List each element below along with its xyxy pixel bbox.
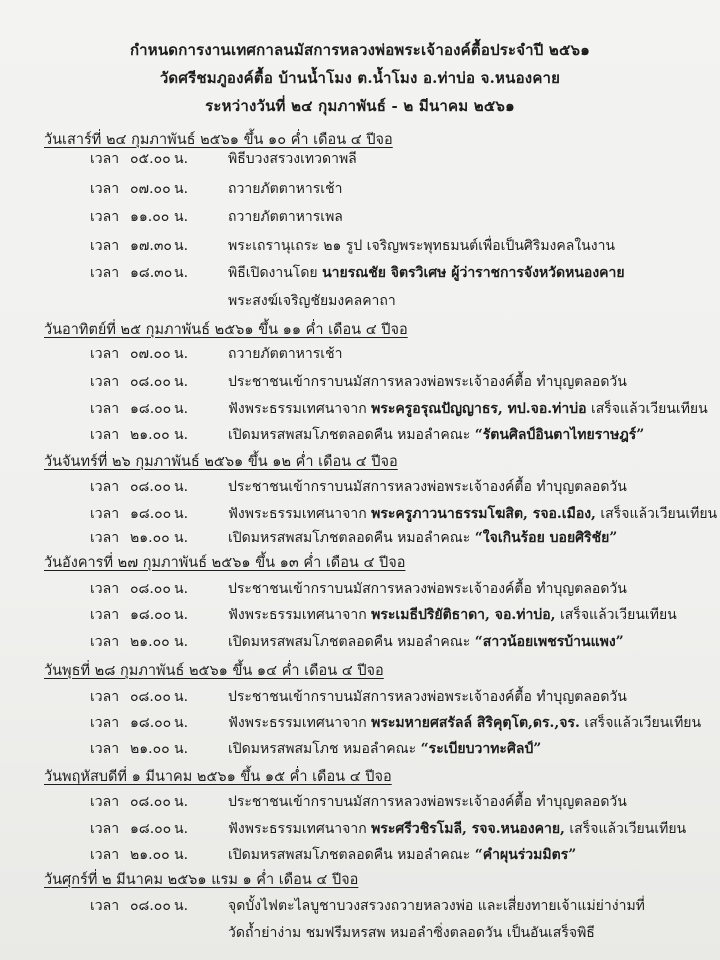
time-unit: น.: [174, 479, 189, 495]
time-label: เวลา: [90, 715, 120, 731]
time-value: ๐๘.๐๐: [130, 794, 171, 810]
time-unit: น.: [174, 506, 189, 522]
time-label: เวลา: [90, 634, 120, 650]
day-heading: วันศุกร์ที่ ๒ มีนาคม ๒๕๖๑ แรม ๑ ค่ำ เดือน ๔ ปีจอ: [44, 872, 359, 888]
performer-name: “คำผุนร่วมมิตร”: [474, 847, 577, 863]
activity: ฟังพระธรรมเทศนาจาก พระศรีวชิรโมลี, รจจ.หนองคาย, เสร็จแล้วเวียนเทียน: [228, 821, 687, 837]
time-label: เวลา: [90, 401, 120, 417]
time-value: ๒๑.๐๐: [130, 847, 170, 863]
time-value: ๐๘.๐๐: [130, 898, 171, 914]
time-unit: น.: [174, 427, 189, 443]
time-value: ๒๑.๐๐: [130, 634, 170, 650]
activity: เปิดมหรสพสมโภชตลอดคืน หมอลำคณะ “ใจเกินร้อย บอยศิริชัย”: [228, 530, 618, 546]
time-label: เวลา: [90, 741, 120, 757]
day-heading: วันจันทร์ที่ ๒๖ กุมภาพันธ์ ๒๕๖๑ ขึ้น ๑๒ ค่ำ เดือน ๔ ปีจอ: [44, 454, 398, 470]
time-unit: น.: [174, 581, 189, 597]
time-unit: น.: [174, 607, 189, 623]
schedule-row: [0, 343, 720, 369]
time-unit: น.: [174, 401, 189, 417]
time-label: เวลา: [90, 821, 120, 837]
activity: พิธีเปิดงานโดย นายรณชัย จิตรวิเศษ ผู้ว่าราชการจังหวัดหนองคาย: [228, 265, 625, 281]
performer-name: “ระเบียบวาทะศิลป์”: [420, 741, 542, 757]
activity: ประชาชนเข้ากราบนมัสการหลวงพ่อพระเจ้าองค์ตื้อ ทำบุญตลอดวัน: [228, 794, 627, 810]
performer-name: “สาวน้อยเพชรบ้านแพง”: [474, 634, 624, 650]
schedule-row: [0, 476, 720, 502]
time-value: ๐๕.๐๐: [130, 151, 171, 167]
time-label: เวลา: [90, 479, 120, 495]
time-value: ๐๘.๐๐: [130, 374, 171, 390]
time-unit: น.: [174, 794, 189, 810]
schedule-row: [0, 712, 720, 738]
activity: เปิดมหรสพสมโภชตลอดคืน หมอลำคณะ “สาวน้อยเพชรบ้านแพง”: [228, 634, 624, 650]
time-label: เวลา: [90, 689, 120, 705]
time-unit: น.: [174, 821, 189, 837]
schedule-row: [0, 631, 720, 657]
time-value: ๒๑.๐๐: [130, 530, 170, 546]
time-value: ๑๘.๐๐: [130, 715, 172, 731]
time-unit: น.: [174, 265, 189, 281]
time-label: เวลา: [90, 238, 120, 254]
time-label: เวลา: [90, 374, 120, 390]
activity: เปิดมหรสพสมโภชตลอดคืน หมอลำคณะ “คำผุนร่วมมิตร”: [228, 847, 577, 863]
time-unit: น.: [174, 715, 189, 731]
preacher-name: พระเมธีปริยัติธาดา, จอ.ท่าบ่อ,: [371, 607, 556, 623]
day-heading: วันเสาร์ที่ ๒๔ กุมภาพันธ์ ๒๕๖๑ ขึ้น ๑๐ ค่ำ เดือน ๔ ปีจอ: [44, 132, 393, 148]
schedule-row: [0, 398, 720, 424]
schedule-row: [0, 738, 720, 764]
schedule-row: [0, 262, 720, 288]
schedule-row: [0, 527, 720, 553]
activity: ถวายภัตตาหารเพล: [228, 209, 343, 225]
time-value: ๑๘.๐๐: [130, 506, 172, 522]
time-label: เวลา: [90, 346, 120, 362]
time-value: ๐๘.๐๐: [130, 689, 171, 705]
time-unit: น.: [174, 847, 189, 863]
time-value: ๑๗.๓๐: [130, 238, 172, 254]
activity: ฟังพระธรรมเทศนาจาก พระครูอรุณปัญญาธร, ทป.จอ.ท่าบ่อ เสร็จแล้วเวียนเทียน: [228, 401, 708, 417]
time-unit: น.: [174, 689, 189, 705]
schedule-row: [0, 818, 720, 844]
time-value: ๐๗.๐๐: [130, 181, 171, 197]
activity: ฟังพระธรรมเทศนาจาก พระมหายศสรัลล์ สิริคุตฺโต,ดร.,จร. เสร็จแล้วเวียนเทียน: [228, 715, 702, 731]
performer-name: “ใจเกินร้อย บอยศิริชัย”: [474, 530, 618, 546]
temple-location: วัดศรีชมภูองค์ตื้อ บ้านน้ำโมง ต.น้ำโมง อ.ท่าบ่อ จ.หนองคาย: [159, 69, 561, 87]
time-label: เวลา: [90, 607, 120, 623]
schedule-row: [0, 424, 720, 450]
time-label: เวลา: [90, 151, 120, 167]
official-name: นายรณชัย จิตรวิเศษ ผู้ว่าราชการจังหวัดหนองคาย: [322, 265, 625, 281]
activity: เปิดมหรสพสมโภช หมอลำคณะ “ระเบียบวาทะศิลป์”: [228, 741, 542, 757]
activity: ประชาชนเข้ากราบนมัสการหลวงพ่อพระเจ้าองค์ตื้อ ทำบุญตลอดวัน: [228, 374, 627, 390]
activity: ถวายภัตตาหารเช้า: [228, 181, 343, 197]
time-label: เวลา: [90, 209, 120, 225]
time-value: ๒๑.๐๐: [130, 741, 170, 757]
day-heading: วันพฤหัสบดีที่ ๑ มีนาคม ๒๕๖๑ ขึ้น ๑๕ ค่ำ เดือน ๔ ปีจอ: [44, 769, 392, 785]
time-value: ๑๘.๐๐: [130, 607, 172, 623]
time-label: เวลา: [90, 181, 120, 197]
activity-continuation: วัดถ้ำย่าง่าม ชมฟรีมหรสพ หมอลำซิ่งตลอดวัน เป็นอันเสร็จพิธี: [228, 925, 595, 941]
time-label: เวลา: [90, 581, 120, 597]
time-unit: น.: [174, 181, 189, 197]
time-value: ๑๘.๐๐: [130, 821, 172, 837]
time-unit: น.: [174, 151, 189, 167]
time-label: เวลา: [90, 506, 120, 522]
activity: พิธีบวงสรวงเทวดาพลี: [228, 151, 357, 167]
schedule-row: [0, 895, 720, 921]
date-range: ระหว่างวันที่ ๒๔ กุมภาพันธ์ - ๒ มีนาคม ๒๕๖๑: [205, 97, 515, 115]
activity: ประชาชนเข้ากราบนมัสการหลวงพ่อพระเจ้าองค์ตื้อ ทำบุญตลอดวัน: [228, 689, 627, 705]
schedule-row: [0, 844, 720, 870]
activity: ประชาชนเข้ากราบนมัสการหลวงพ่อพระเจ้าองค์ตื้อ ทำบุญตลอดวัน: [228, 479, 627, 495]
day-heading: วันอาทิตย์ที่ ๒๕ กุมภาพันธ์ ๒๕๖๑ ขึ้น ๑๑ ค่ำ เดือน ๔ ปีจอ: [44, 322, 408, 338]
document-title: กำหนดการงานเทศกาลนมัสการหลวงพ่อพระเจ้าองค์ตื้อประจำปี ๒๕๖๑: [130, 41, 590, 59]
time-unit: น.: [174, 374, 189, 390]
time-value: ๑๘.๐๐: [130, 401, 172, 417]
preacher-name: พระครูภาวนาธรรมโฆสิต, รจอ.เมือง,: [371, 506, 596, 522]
time-unit: น.: [174, 741, 189, 757]
time-unit: น.: [174, 898, 189, 914]
schedule-row: [0, 791, 720, 817]
time-unit: น.: [174, 209, 189, 225]
time-label: เวลา: [90, 898, 120, 914]
time-value: ๒๑.๐๐: [130, 427, 170, 443]
activity: ประชาชนเข้ากราบนมัสการหลวงพ่อพระเจ้าองค์ตื้อ ทำบุญตลอดวัน: [228, 581, 627, 597]
preacher-name: พระครูอรุณปัญญาธร, ทป.จอ.ท่าบ่อ: [371, 401, 587, 417]
schedule-row: [0, 686, 720, 712]
schedule-row: [0, 206, 720, 232]
activity: เปิดมหรสพสมโภชตลอดคืน หมอลำคณะ “รัตนศิลป์อินตาไทยราษฎร์”: [228, 427, 645, 443]
time-label: เวลา: [90, 530, 120, 546]
activity: ฟังพระธรรมเทศนาจาก พระครูภาวนาธรรมโฆสิต, รจอ.เมือง, เสร็จแล้วเวียนเทียน: [228, 506, 718, 522]
time-label: เวลา: [90, 265, 120, 281]
schedule-row: [0, 178, 720, 204]
time-unit: น.: [174, 346, 189, 362]
performer-name: “รัตนศิลป์อินตาไทยราษฎร์”: [474, 427, 645, 443]
activity: จุดบั้งไฟตะไลบูชาบวงสรวงถวายหลวงพ่อ และเสี่ยงทายเจ้าแม่ย่าง่ามที่: [228, 898, 645, 914]
schedule-row: [0, 148, 720, 174]
activity-continuation: พระสงฆ์เจริญชัยมงคลคาถา: [228, 293, 396, 309]
time-value: ๐๘.๐๐: [130, 581, 171, 597]
time-label: เวลา: [90, 847, 120, 863]
schedule-row: [0, 578, 720, 604]
time-unit: น.: [174, 634, 189, 650]
activity: ฟังพระธรรมเทศนาจาก พระเมธีปริยัติธาดา, จอ.ท่าบ่อ, เสร็จแล้วเวียนเทียน: [228, 607, 677, 623]
time-unit: น.: [174, 530, 189, 546]
schedule-row: [0, 503, 720, 529]
time-label: เวลา: [90, 427, 120, 443]
time-value: ๐๘.๐๐: [130, 479, 171, 495]
activity: พระเถรานุเถระ ๒๑ รูป เจริญพระพุทธมนต์เพื่อเป็นศิริมงคลในงาน: [228, 238, 616, 254]
time-value: ๐๗.๐๐: [130, 346, 171, 362]
time-value: ๑๘.๓๐: [130, 265, 173, 281]
preacher-name: พระศรีวชิรโมลี, รจจ.หนองคาย,: [371, 821, 565, 837]
day-heading: วันพุธที่ ๒๘ กุมภาพันธ์ ๒๕๖๑ ขึ้น ๑๔ ค่ำ เดือน ๔ ปีจอ: [44, 663, 384, 679]
time-unit: น.: [174, 238, 189, 254]
time-label: เวลา: [90, 794, 120, 810]
time-value: ๑๑.๐๐: [130, 209, 170, 225]
schedule-row: [0, 235, 720, 261]
activity: ถวายภัตตาหารเช้า: [228, 346, 343, 362]
day-heading: วันอังคารที่ ๒๗ กุมภาพันธ์ ๒๕๖๑ ขึ้น ๑๓ ค่ำ เดือน ๔ ปีจอ: [44, 555, 406, 571]
schedule-row: [0, 604, 720, 630]
schedule-row: [0, 371, 720, 397]
preacher-name: พระมหายศสรัลล์ สิริคุตฺโต,ดร.,จร.: [371, 715, 580, 731]
